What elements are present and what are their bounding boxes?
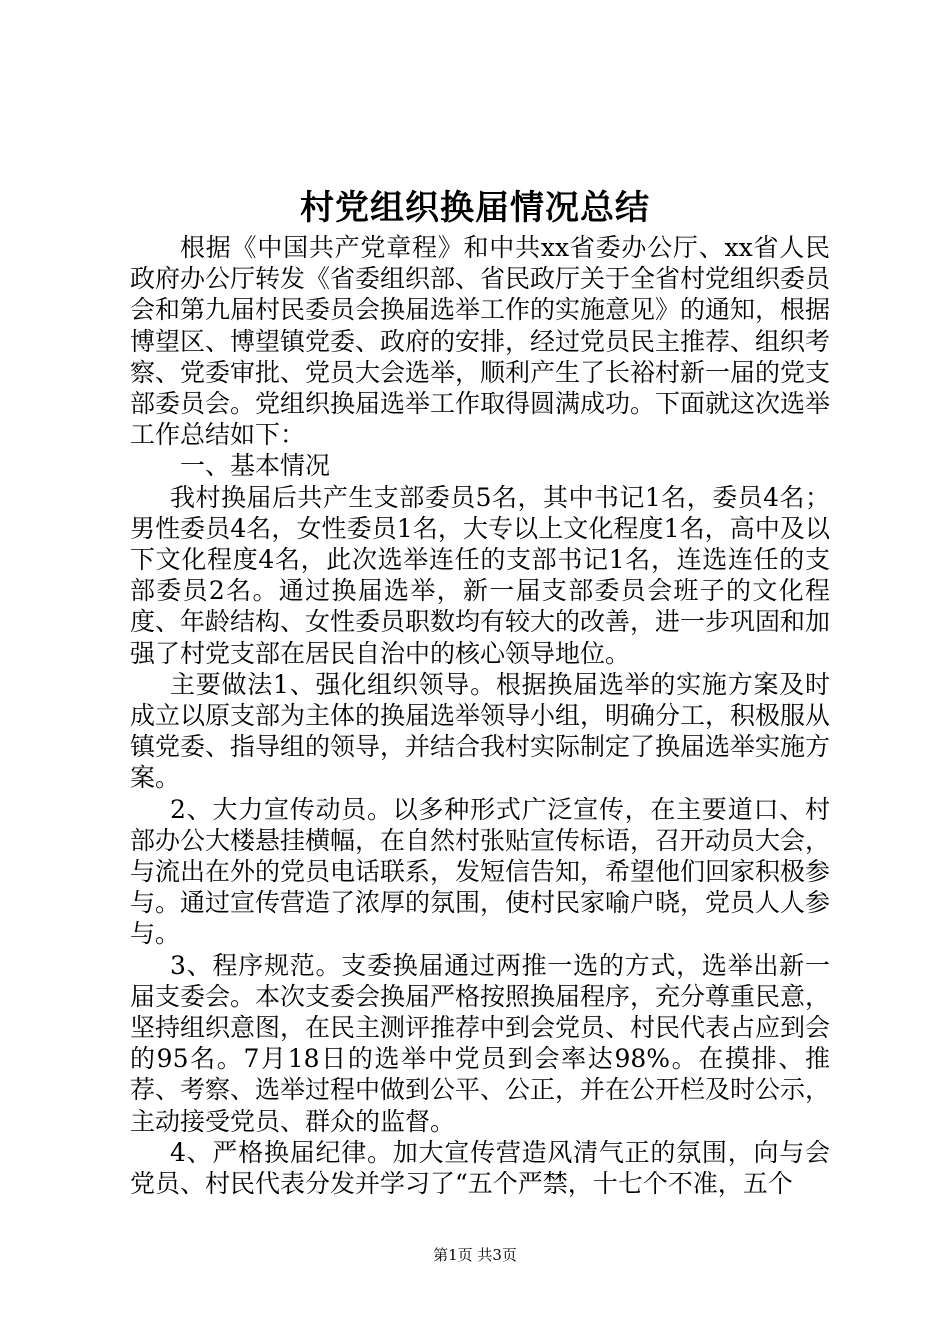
paragraph-method-3: 3、程序规范。支委换届通过两推一选的方式，选举出新一届支委会。本次支委会换届严格按照换届程序，充分尊重民意，坚持组织意图，在民主测评推荐中到会党员、村民代表占应到会的95名。7月18日的选举中党员到会率达98%。在摸排、推荐、考察、选举过程中做到公平、公正，并在公开栏及时公示，主动接受党员、群众的监督。 <box>130 950 831 1136</box>
section-heading-basic: 一、基本情况 <box>180 451 331 481</box>
paragraph-basic-situation: 我村换届后共产生支部委员5名，其中书记1名，委员4名；男性委员4名，女性委员1名，大专以上文化程度1名，高中及以下文化程度4名，此次选举连任的支部书记1名，连选连任的支部委员2名。通过换届选举，新一届支部委员会班子的文化程度、年龄结构、女性委员职数均有较大的改善，进一步巩固和加强了村党支部在居民自治中的核心领导地位。 <box>130 482 831 668</box>
paragraph-intro: 根据《中国共产党章程》和中共xx省委办公厅、xx省人民政府办公厅转发《省委组织部、省民政厅关于全省村党组织委员会和第九届村民委员会换届选举工作的实施意见》的通知，根据博望区、博望镇党委、政府的安排，经过党员民主推荐、组织考察、党委审批、党员大会选举，顺利产生了长裕村新一届的党支部委员会。党组织换届选举工作取得圆满成功。下面就这次选举工作总结如下： <box>130 233 831 450</box>
document-body <box>130 232 830 1199</box>
paragraph-method-2: 2、大力宣传动员。以多种形式广泛宣传，在主要道口、村部办公大楼悬挂横幅，在自然村张贴宣传标语，召开动员大会，与流出在外的党员电话联系，发短信告知，希望他们回家积极参与。通过宣传营造了浓厚的氛围，使村民家喻户晓，党员人人参与。 <box>130 794 831 949</box>
paragraph-method-4: 4、严格换届纪律。加大宣传营造风清气正的氛围，向与会党员、村民代表分发并学习了“五个严禁，十七个不准，五个 <box>130 1137 830 1199</box>
page-number-footer: 第1页 共3页 <box>433 1246 517 1264</box>
paragraph-method-1: 主要做法1、强化组织领导。根据换届选举的实施方案及时成立以原支部为主体的换届选举领导小组，明确分工，积极服从镇党委、指导组的领导，并结合我村实际制定了换届选举实施方案。 <box>130 669 831 793</box>
document-title: 村党组织换届情况总结 <box>300 188 650 228</box>
